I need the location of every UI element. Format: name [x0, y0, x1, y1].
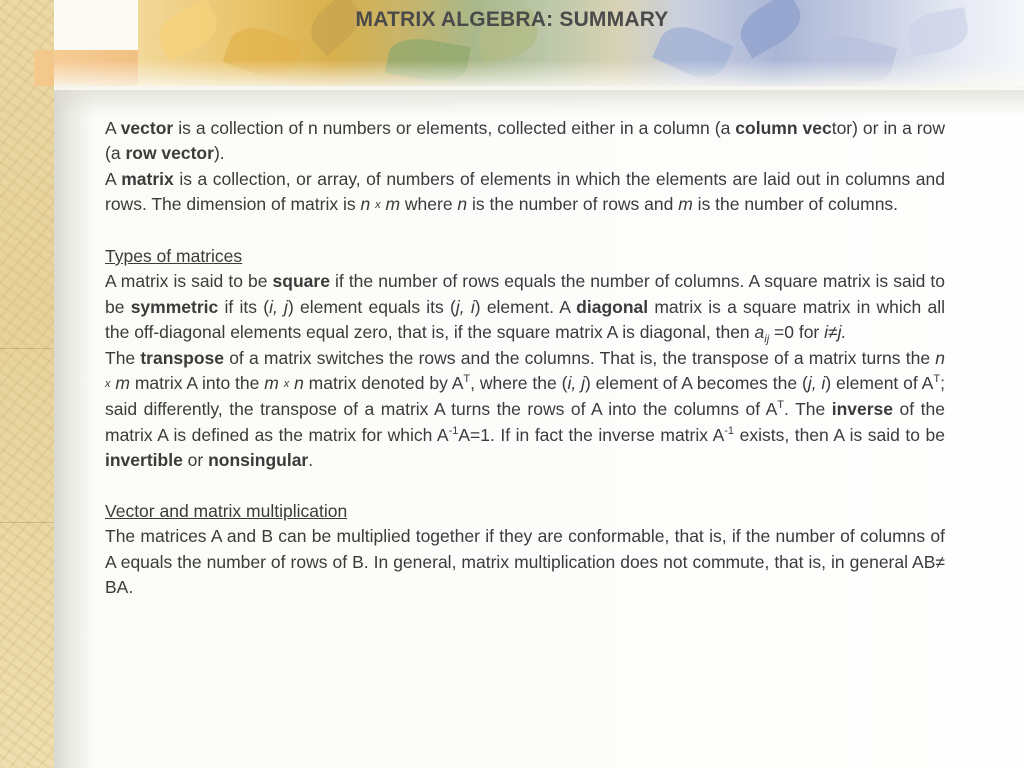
matrix-types-paragraph: A matrix is said to be square if the number of rows equals the number of columns. A square matrix is said to be symmetric if its (i, j) element equals its (j, i) element. A diagonal matrix is a square matrix in which all the off-diagonal elements equal zero, that is, if the square matrix A is diagonal, then $a_{ij} =0$ for i≠j.	[105, 271, 946, 346]
page-title: MATRIX ALGEBRA: SUMMARY	[355, 8, 669, 31]
paragraph-gap	[105, 474, 945, 499]
left-decorative-strip	[0, 0, 54, 768]
strip-divider	[0, 348, 54, 349]
multiplication-paragraph: The matrices A and B can be multiplied together if they are conformable, that is, if the number of columns of A equals the number of rows of B. In general, matrix multiplication does not commute, that is, in general AB≠ BA.	[105, 526, 945, 598]
panel-shadow-fade	[54, 86, 1024, 116]
multiplication-heading: Vector and matrix multiplication	[105, 501, 348, 522]
banner-fade	[54, 60, 1024, 90]
paragraph-gap	[105, 219, 945, 244]
transpose-paragraph: The transpose of a matrix switches the rows and the columns. That is, the transpose of a matrix turns the n x m matrix A into the m x n matrix denoted by $A^T$, where the (i, j) element of A becomes the (j, i) element of $A^T$; said differently, the transpose of a matrix A turns the rows of A into the columns of $A^T$. The inverse of the matrix A is defined as the matrix for which $A^{-1}A=1$. If in fact the inverse matrix $A^{-1}$ exists, then A is said to be invertible or nonsingular.	[105, 347, 946, 471]
vector-paragraph: A vector is a collection of n numbers or elements, collected either in a column (a column vector) or in a row (a row vector).	[105, 118, 945, 164]
matrix-paragraph: A matrix is a collection, or array, of numbers of elements in which the elements are laid out in columns and rows. The dimension of matrix is n x m where n is the number of rows and m is the number of columns.	[105, 168, 945, 215]
summary-body	[105, 116, 945, 601]
types-of-matrices-heading: Types of matrices	[105, 246, 243, 267]
strip-divider	[0, 522, 54, 523]
